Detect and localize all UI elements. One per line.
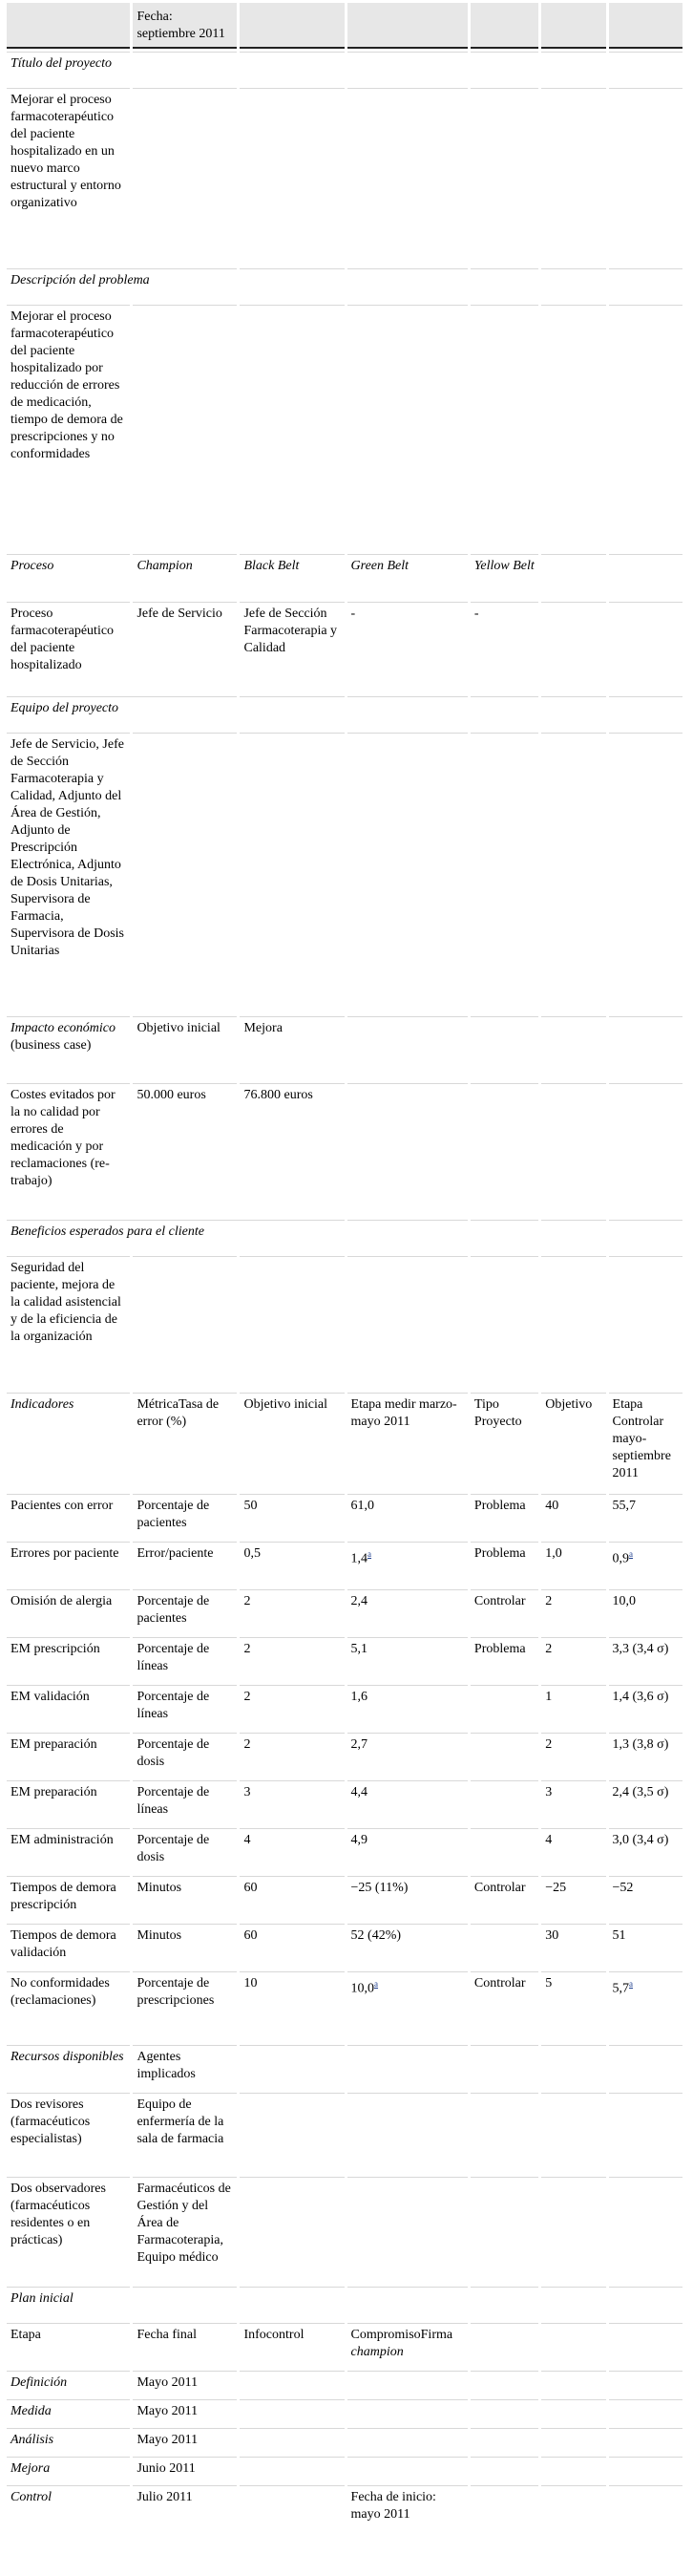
etapa-controlar-header: Etapa Controlar mayo-septiembre 2011 — [609, 1393, 682, 1491]
proceso-row — [7, 602, 682, 685]
plan-compromiso: Fecha de inicio: mayo 2011 — [347, 2485, 468, 2528]
black-belt-value: Jefe de Sección Farmacoterapia y Calidad — [240, 602, 344, 685]
champion-value: Jefe de Servicio — [133, 602, 237, 685]
compromiso-header — [347, 2323, 468, 2368]
impacto-label-text: Impacto económico — [10, 1021, 116, 1035]
indicador-cell: No conformidades (reclamaciones) — [7, 1971, 130, 2033]
indicador-cell: 2 — [240, 1685, 344, 1730]
beneficios-label: Beneficios esperados para el cliente — [7, 1220, 345, 1253]
plan-fecha-final: Julio 2011 — [133, 2485, 237, 2528]
indicador-row — [7, 1828, 682, 1873]
indicador-cell — [609, 1542, 682, 1586]
indicador-cell: 3,0 (3,4 σ) — [609, 1828, 682, 1873]
titulo-label: Título del proyecto — [7, 52, 130, 85]
plan-compromiso — [347, 2371, 468, 2396]
etapa-header: Etapa — [7, 2323, 130, 2368]
proceso-header: Proceso — [7, 554, 130, 599]
plan-row — [7, 2485, 682, 2528]
indicador-cell: 2,4 — [347, 1589, 468, 1634]
indicadores-header: Indicadores — [7, 1393, 130, 1491]
indicador-cell: −25 (11%) — [347, 1876, 468, 1921]
metrica-header: MétricaTasa de error (%) — [133, 1393, 237, 1491]
indicador-row — [7, 1542, 682, 1586]
indicador-cell: 1,3 (3,8 σ) — [609, 1733, 682, 1778]
infocontrol-header: Infocontrol — [240, 2323, 344, 2368]
fecha-label: Fecha: septiembre 2011 — [133, 3, 237, 49]
indicador-cell — [347, 1971, 468, 2033]
equipo-label: Equipo del proyecto — [7, 696, 237, 730]
indicador-cell: Controlar — [471, 1876, 538, 1921]
impacto-mejora-value: 76.800 euros — [240, 1083, 344, 1208]
indicador-cell: Tiempos de demora validación — [7, 1924, 130, 1969]
indicador-cell: Porcentaje de dosis — [133, 1733, 237, 1778]
indicador-cell: EM prescripción — [7, 1637, 130, 1682]
proceso-header-row — [7, 554, 682, 599]
indicador-cell: 4 — [240, 1828, 344, 1873]
impacto-row — [7, 1083, 682, 1208]
indicador-cell — [471, 1924, 538, 1969]
indicador-cell: EM validación — [7, 1685, 130, 1730]
beneficios-value: Seguridad del paciente, mejora de la calidad asistencial y de la eficiencia de la organización — [7, 1256, 130, 1381]
indicador-cell: 5,1 — [347, 1637, 468, 1682]
plan-etapa: Control — [7, 2485, 130, 2528]
indicador-cell: 51 — [609, 1924, 682, 1969]
problema-label: Descripción del problema — [7, 268, 237, 302]
indicador-cell: 1,6 — [347, 1685, 468, 1730]
recursos-value: Dos revisores (farmacéuticos especialistas) — [7, 2093, 130, 2174]
green-belt-header: Green Belt — [347, 554, 468, 599]
indicador-cell: 60 — [240, 1924, 344, 1969]
indicador-cell: 2 — [541, 1637, 605, 1682]
indicador-cell: Errores por paciente — [7, 1542, 130, 1586]
indicadores-body — [7, 1494, 682, 2033]
plan-fecha-final: Junio 2011 — [133, 2457, 237, 2482]
indicador-value: 0,9 — [612, 1551, 630, 1566]
impacto-objetivo-header: Objetivo inicial — [133, 1016, 237, 1080]
indicador-cell: 2 — [240, 1637, 344, 1682]
compromiso-header-text: CompromisoFirma — [350, 2328, 453, 2342]
plan-compromiso — [347, 2457, 468, 2482]
equipo-row — [7, 733, 682, 1005]
problema-value: Mejorar el proceso farmacoterapéutico del paciente hospitalizado por reducción de errores de medicación, tiempo de demora de prescripciones y no conformidades — [7, 305, 130, 543]
indicador-cell: 0,5 — [240, 1542, 344, 1586]
indicador-cell: 2,4 (3,5 σ) — [609, 1780, 682, 1825]
indicador-row — [7, 1924, 682, 1969]
indicador-value: 1,4 — [350, 1551, 368, 1566]
indicadores-header-row — [7, 1393, 682, 1491]
indicador-row — [7, 1589, 682, 1634]
indicador-cell — [471, 1733, 538, 1778]
indicador-cell: EM preparación — [7, 1780, 130, 1825]
section-row — [7, 1220, 682, 1253]
indicador-cell: 10,0 — [609, 1589, 682, 1634]
indicador-row — [7, 1971, 682, 2033]
indicador-cell: Tiempos de demora prescripción — [7, 1876, 130, 1921]
footnote-link[interactable]: a — [374, 1979, 379, 1989]
indicador-cell: Controlar — [471, 1589, 538, 1634]
indicador-cell — [609, 1971, 682, 2033]
plan-etapa: Análisis — [7, 2428, 130, 2454]
indicador-cell: 4,9 — [347, 1828, 468, 1873]
yellow-belt-header: Yellow Belt — [471, 554, 538, 599]
impacto-header-row — [7, 1016, 682, 1080]
indicador-cell: −52 — [609, 1876, 682, 1921]
impacto-objetivo-value: 50.000 euros — [133, 1083, 237, 1208]
objetivo-inicial-header: Objetivo inicial — [240, 1393, 344, 1491]
impacto-label-suffix: (business case) — [10, 1038, 92, 1053]
indicador-cell: 52 (42%) — [347, 1924, 468, 1969]
indicador-cell: Porcentaje de líneas — [133, 1780, 237, 1825]
plan-etapa: Medida — [7, 2399, 130, 2425]
indicador-cell — [471, 1685, 538, 1730]
indicador-cell: 2 — [240, 1733, 344, 1778]
indicador-cell: Porcentaje de pacientes — [133, 1589, 237, 1634]
etapa-medir-header: Etapa medir marzo- mayo 2011 — [347, 1393, 468, 1491]
indicador-cell: Problema — [471, 1494, 538, 1539]
equipo-value: Jefe de Servicio, Jefe de Sección Farmacoterapia y Calidad, Adjunto del Área de Gestión, Adjunto de Prescripción Electrónica, Adjunto de Dosis Unitarias, Supervisora de Farmacia, Supervisora de Dosis Unitarias — [7, 733, 130, 1005]
section-row — [7, 2287, 682, 2320]
section-row — [7, 52, 682, 85]
indicador-cell: Error/paciente — [133, 1542, 237, 1586]
indicador-row — [7, 1780, 682, 1825]
indicador-cell: Porcentaje de líneas — [133, 1637, 237, 1682]
indicador-cell: 2 — [541, 1733, 605, 1778]
section-row — [7, 696, 682, 730]
indicador-cell: 3 — [240, 1780, 344, 1825]
indicador-cell: EM preparación — [7, 1733, 130, 1778]
champion-header: Champion — [133, 554, 237, 599]
fecha-final-header: Fecha final — [133, 2323, 237, 2368]
indicador-cell: Minutos — [133, 1876, 237, 1921]
indicador-cell: 40 — [541, 1494, 605, 1539]
indicador-cell: 5 — [541, 1971, 605, 2033]
indicador-cell: EM administración — [7, 1828, 130, 1873]
indicador-cell: 1,4 (3,6 σ) — [609, 1685, 682, 1730]
indicador-cell: 2 — [541, 1589, 605, 1634]
indicador-cell: −25 — [541, 1876, 605, 1921]
plan-header-row — [7, 2323, 682, 2368]
indicador-cell: 60 — [240, 1876, 344, 1921]
indicador-cell: 50 — [240, 1494, 344, 1539]
recursos-label: Recursos disponibles — [7, 2045, 130, 2090]
plan-compromiso — [347, 2399, 468, 2425]
footnote-link[interactable]: a — [629, 1549, 634, 1559]
plan-fecha-final: Mayo 2011 — [133, 2428, 237, 2454]
header-row — [7, 3, 682, 49]
indicador-value: 5,7 — [612, 1981, 630, 1996]
impacto-label — [7, 1016, 130, 1080]
recursos-value: Dos observadores (farmacéuticos residentes o en prácticas) — [7, 2177, 130, 2275]
indicador-cell: Minutos — [133, 1924, 237, 1969]
plan-row — [7, 2428, 682, 2454]
indicador-cell: 3 — [541, 1780, 605, 1825]
footnote-link[interactable]: a — [368, 1549, 372, 1559]
plan-label: Plan inicial — [7, 2287, 130, 2320]
indicador-row — [7, 1685, 682, 1730]
indicador-cell: Porcentaje de dosis — [133, 1828, 237, 1873]
indicador-cell: 3,3 (3,4 σ) — [609, 1637, 682, 1682]
recursos-row — [7, 2093, 682, 2174]
project-charter-document — [4, 0, 689, 2576]
indicador-cell: Pacientes con error — [7, 1494, 130, 1539]
recursos-header-row — [7, 2045, 682, 2090]
footnote-link[interactable]: a — [629, 1979, 634, 1989]
objetivo-header: Objetivo — [541, 1393, 605, 1491]
indicador-cell: 61,0 — [347, 1494, 468, 1539]
indicador-cell — [471, 1780, 538, 1825]
plan-row — [7, 2399, 682, 2425]
plan-etapa: Definición — [7, 2371, 130, 2396]
champion-header-text: champion — [350, 2345, 404, 2359]
problema-row — [7, 305, 682, 543]
green-belt-value: - — [347, 602, 468, 685]
indicador-cell: Problema — [471, 1542, 538, 1586]
plan-row — [7, 2457, 682, 2482]
indicador-value: 10,0 — [350, 1981, 375, 1996]
indicador-cell: 30 — [541, 1924, 605, 1969]
agentes-value: Equipo de enfermería de la sala de farmacia — [133, 2093, 237, 2174]
beneficios-row — [7, 1256, 682, 1381]
indicador-cell: 2,7 — [347, 1733, 468, 1778]
black-belt-header: Black Belt — [240, 554, 344, 599]
plan-row — [7, 2371, 682, 2396]
indicador-cell: Controlar — [471, 1971, 538, 2033]
agentes-value: Farmacéuticos de Gestión y del Área de Farmacoterapia, Equipo médico — [133, 2177, 237, 2275]
indicador-cell: Porcentaje de líneas — [133, 1685, 237, 1730]
impacto-mejora-header: Mejora — [240, 1016, 344, 1080]
impacto-value: Costes evitados por la no calidad por errores de medicación y por reclamaciones (re-trabajo) — [7, 1083, 130, 1208]
section-row — [7, 268, 682, 302]
indicador-row — [7, 1637, 682, 1682]
indicador-cell — [471, 1828, 538, 1873]
plan-fecha-final: Mayo 2011 — [133, 2371, 237, 2396]
indicador-cell: Porcentaje de pacientes — [133, 1494, 237, 1539]
plan-fecha-final: Mayo 2011 — [133, 2399, 237, 2425]
yellow-belt-value: - — [471, 602, 538, 685]
indicador-cell: 1,0 — [541, 1542, 605, 1586]
indicador-cell: 1 — [541, 1685, 605, 1730]
indicador-row — [7, 1733, 682, 1778]
titulo-value: Mejorar el proceso farmacoterapéutico del paciente hospitalizado en un nuevo marco estructural y entorno organizativo — [7, 88, 130, 257]
indicador-cell: 4,4 — [347, 1780, 468, 1825]
tipo-proyecto-header: Tipo Proyecto — [471, 1393, 538, 1491]
indicador-cell: 10 — [240, 1971, 344, 2033]
indicador-row — [7, 1494, 682, 1539]
indicador-cell: 4 — [541, 1828, 605, 1873]
plan-compromiso — [347, 2428, 468, 2454]
indicador-cell: 55,7 — [609, 1494, 682, 1539]
recursos-row — [7, 2177, 682, 2275]
project-charter-table — [4, 0, 685, 2531]
indicador-cell: Porcentaje de prescripciones — [133, 1971, 237, 2033]
indicador-row — [7, 1876, 682, 1921]
indicador-cell: Omisión de alergia — [7, 1589, 130, 1634]
plan-etapa: Mejora — [7, 2457, 130, 2482]
indicador-cell: Problema — [471, 1637, 538, 1682]
indicador-cell: 2 — [240, 1589, 344, 1634]
agentes-header: Agentes implicados — [133, 2045, 237, 2090]
plan-body — [7, 2371, 682, 2528]
proceso-value: Proceso farmacoterapéutico del paciente hospitalizado — [7, 602, 130, 685]
indicador-cell — [347, 1542, 468, 1586]
titulo-row — [7, 88, 682, 257]
